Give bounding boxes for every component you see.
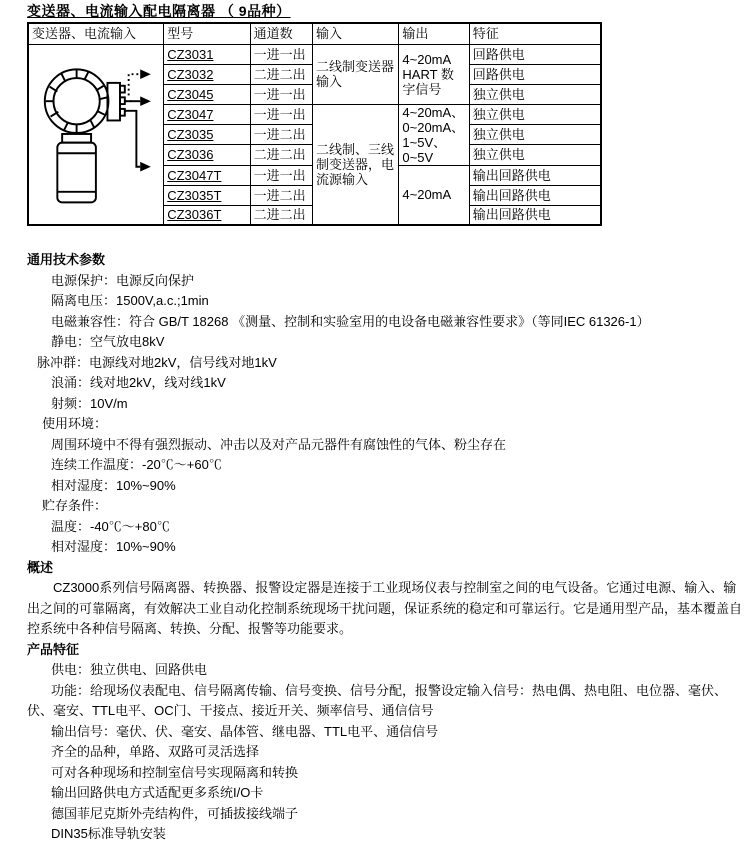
channels-cell: 二进二出 (250, 64, 312, 84)
model-link[interactable]: CZ3032 (167, 66, 214, 82)
feature-cell: 输出回路供电 (469, 185, 601, 205)
spec-line: 贮存条件： (42, 498, 108, 513)
feature-cell: 输出回路供电 (469, 205, 601, 225)
header-output: 输出 (399, 23, 469, 44)
header-channels: 通道数 (250, 23, 312, 44)
spec-line: 相对湿度：10%~90% (51, 539, 176, 554)
header-feature: 特征 (469, 23, 601, 44)
channels-cell: 一进一出 (250, 44, 312, 64)
model-link[interactable]: CZ3035 (167, 126, 214, 142)
output-cell-group3: 4~20mA (399, 165, 469, 225)
feature-cell: 回路供电 (469, 64, 601, 84)
section-heading-features: 产品特征 (27, 641, 80, 657)
model-link[interactable]: CZ3047T (167, 167, 222, 183)
model-cell (164, 165, 250, 185)
spec-line: 使用环境： (42, 416, 108, 431)
spec-line: 温度：-40℃～+80℃ (51, 518, 170, 534)
model-cell (164, 104, 250, 124)
feature-line: 功能：给现场仪表配电、信号隔离传输、信号变换、信号分配，报警设定输入信号：热电偶、热电阻、电位器、毫伏、伏、毫安、TTL电平、OC门、干接点、接近开关、频率信号、通信信号 (27, 682, 728, 718)
channels-cell: 一进二出 (250, 124, 312, 144)
channels-cell: 二进二出 (250, 145, 312, 165)
output-cell-group1: 4~20mA HART 数字信号 (399, 44, 469, 104)
overview-section (27, 558, 745, 640)
model-cell (164, 205, 250, 225)
features-section (27, 640, 745, 845)
channels-cell: 一进二出 (250, 185, 312, 205)
spec-line: 静电：空气放电8kV (51, 334, 165, 349)
model-link[interactable]: CZ3035T (167, 187, 222, 203)
model-cell (164, 84, 250, 104)
table-header-row (28, 23, 601, 44)
channels-cell: 二进二出 (250, 205, 312, 225)
header-input: 输入 (312, 23, 398, 44)
transmitter-diagram-image (32, 53, 154, 213)
spec-line: 连续工作温度：-20℃～+60℃ (51, 457, 222, 472)
feature-cell: 输出回路供电 (469, 165, 601, 185)
product-spec-table (27, 22, 602, 226)
section-heading-overview: 概述 (27, 559, 54, 575)
spec-line: 电磁兼容性：符合 GB/T 18268 《测量、控制和实验室用的电设备电磁兼容性要求》（等同IEC 61326-1） (51, 313, 650, 329)
page-title: 变送器、电流输入配电隔离器 （ 9品种） (27, 3, 291, 19)
spec-line: 脉冲群：电源线对地2kV，信号线对地1kV (37, 354, 277, 370)
general-specs-section (27, 250, 745, 558)
model-link[interactable]: CZ3045 (167, 86, 214, 102)
spec-line: 电源保护：电源反向保护 (51, 272, 195, 288)
model-cell (164, 145, 250, 165)
channels-cell: 一进一出 (250, 165, 312, 185)
feature-line: 可对各种现场和控制室信号实现隔离和转换 (51, 764, 299, 780)
channels-cell: 一进一出 (250, 84, 312, 104)
feature-line: DIN35标准导轨安装 (51, 826, 166, 841)
model-link[interactable]: CZ3031 (167, 46, 214, 62)
spec-line: 隔离电压：1500V,a.c.;1min (51, 293, 209, 308)
feature-line: 输出回路供电方式适配更多系统I/O卡 (51, 785, 264, 800)
spec-line: 浪涌：线对地2kV，线对线1kV (51, 375, 226, 390)
feature-cell: 独立供电 (469, 104, 601, 124)
spec-line: 射频：10V/m (51, 395, 128, 411)
channels-cell: 一进一出 (250, 104, 312, 124)
spec-line: 周围环境中不得有强烈振动、冲击以及对产品元器件有腐蚀性的气体、粉尘存在 (51, 436, 507, 452)
model-link[interactable]: CZ3036 (167, 147, 214, 163)
table-row (28, 44, 601, 64)
overview-paragraph: CZ3000系列信号隔离器、转换器、报警设定器是连接于工业现场仪表与控制室之间的电气设备。它通过电源、输入、输出之间的可靠隔离，有效解决工业自动化控制系统现场干扰问题，保证系统的稳定和可靠运行。它是通用型产品，基本覆盖自控系统中各种信号隔离、转换、分配、报警等功能要求。 (27, 580, 743, 636)
feature-cell: 独立供电 (469, 84, 601, 104)
input-cell-group2: 二线制、三线制变送器，电流源输入 (312, 104, 398, 225)
model-cell (164, 185, 250, 205)
feature-line: 德国菲尼克斯外壳结构件，可插拔接线端子 (51, 805, 299, 821)
model-link[interactable]: CZ3047 (167, 106, 214, 122)
section-heading-general: 通用技术参数 (27, 252, 106, 267)
output-cell-group2: 4~20mA、0~20mA、1~5V、0~5V (399, 104, 469, 165)
feature-cell: 回路供电 (469, 44, 601, 64)
model-cell (164, 44, 250, 64)
feature-line: 齐全的品种，单路、双路可灵活选择 (51, 744, 260, 759)
model-cell (164, 124, 250, 144)
feature-cell: 独立供电 (469, 124, 601, 144)
header-device-type: 变送器、电流输入 (28, 23, 164, 44)
spec-line: 相对湿度：10%~90% (51, 477, 176, 493)
feature-line: 供电：独立供电、回路供电 (51, 662, 208, 677)
feature-cell: 独立供电 (469, 145, 601, 165)
device-image-cell (28, 44, 164, 225)
input-cell-group1: 二线制变送器输入 (312, 44, 398, 104)
model-cell (164, 64, 250, 84)
model-link[interactable]: CZ3036T (167, 207, 222, 223)
header-model: 型号 (164, 23, 250, 44)
feature-line: 输出信号：毫伏、伏、毫安、晶体管、继电器、TTL电平、通信信号 (51, 723, 439, 739)
